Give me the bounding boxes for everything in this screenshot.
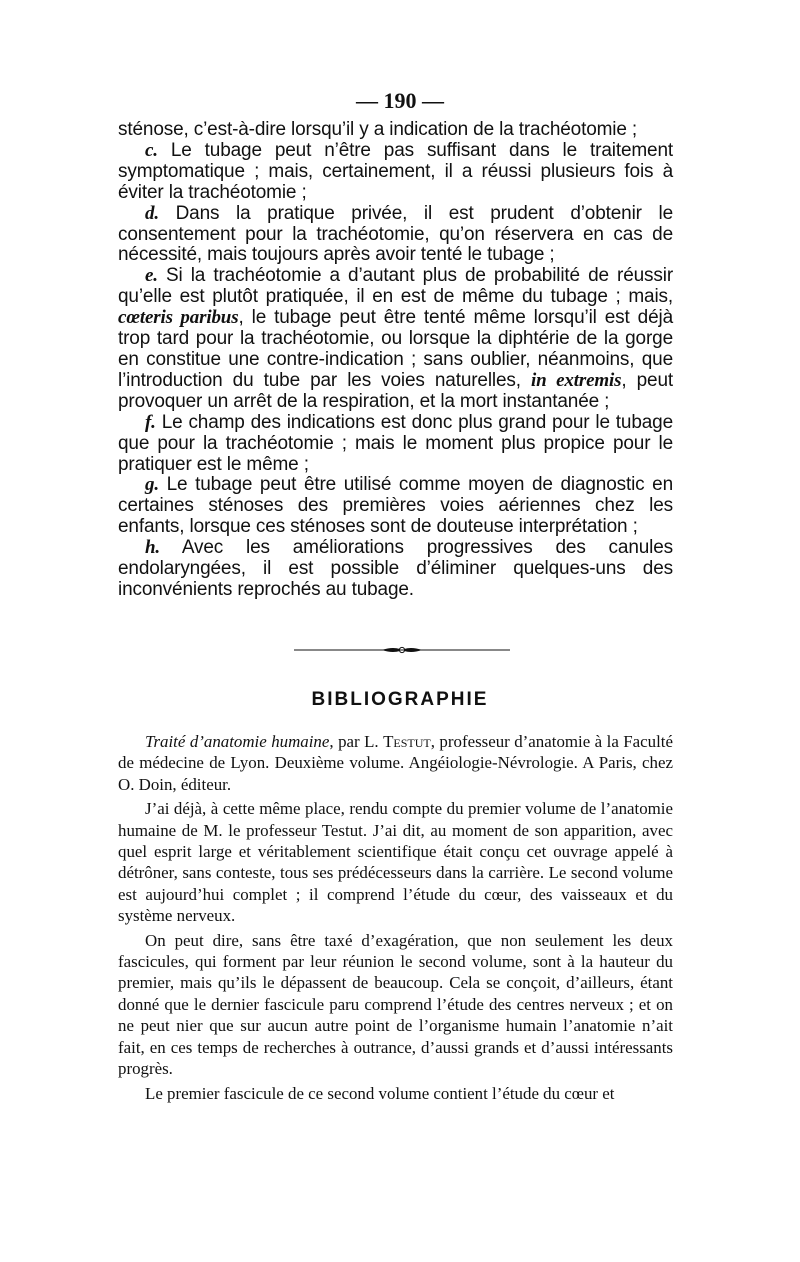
item-letter: c. [145,139,158,161]
latin-phrase: cœteris paribus [118,307,239,329]
latin-phrase: in extremis [530,369,622,391]
item-text: Avec les améliorations progressives des canules endolaryngées, il est possible d’éliminer quelques-uns des inconvénients reprochés au tubage. [118,537,673,600]
item-letter: g. [145,474,159,496]
item-text: , peut provoquer un arrêt de la respiration, et la mort instantanée ; [118,369,674,412]
list-item-e [118,266,673,412]
item-letter: e. [145,265,158,287]
item-text: Dans la pratique privée, il est prudent d’obtenir le consentement pour la trachéotomie, qu’on réservera en cas de nécessité, mais toujours après avoir tenté le tubage ; [118,202,673,266]
list-item-g [118,475,673,538]
citation: Traité d’anatomie humaine, par L. Testut, professeur d’anatomie à la Faculté de médecine de Lyon. Deuxième volume. Angéiologie-Névrologie. A Paris, chez O. Doin, éditeur. [118,732,673,794]
ornamental-divider [294,646,510,654]
review-paragraph: J’ai déjà, à cette même place, rendu compte du premier volume de l’anatomie humaine de M. le professeur Testut. J’ai dit, au moment de son apparition, avec quel esprit large et véritablement scientifique était conçu cet ouvrage appelé à détrôner, sans conteste, tous ses prédécesseurs dans la carrière. Le second volume est aujourd’hui complet ; il comprend l’étude du cœur, des vaisseaux et du système nerveux. [118,799,673,926]
item-text: Le tubage peut n’être pas suffisant dans le traitement symptomatique ; mais, certainement, il a réussi plusieurs fois à éviter la trachéotomie ; [118,139,673,203]
review-paragraph: Le premier fascicule de ce second volume contient l’étude du cœur et [145,1083,615,1103]
item-text: Le tubage peut être utilisé comme moyen de diagnostic en certaines sténoses des premières voies aériennes chez les enfants, lorsque ces sténoses sont de douteuse interprétation ; [118,474,673,538]
item-text: Le champ des indications est donc plus grand pour le tubage que pour la trachéotomie ; mais le moment plus propice pour le pratiquer est le même ; [118,411,673,475]
review-paragraph: On peut dire, sans être taxé d’exagération, que non seulement les deux fascicules, qui forment par leur réunion le second volume, sont à la hauteur du premier, mais qu’ils le dépassent de beaucoup. Cela se conçoit, d’ailleurs, étant donné que le dernier fascicule paru comprend l’étude des centres nerveux ; et on ne peut nier que sur aucun autre point de l’organisme humain l’anatomie n’ait fait, en ces temps de recherches à outrance, d’aussi grands et d’aussi intéressants progrès. [118,930,673,1079]
item-letter: f. [145,411,156,433]
page-number: — 190 — [356,88,444,113]
conclusions-list [118,120,673,601]
book-title: Traité d’anatomie humaine [145,732,330,751]
section-heading: BIBLIOGRAPHIE [311,689,489,710]
author-name: Testut [383,732,431,751]
item-text: , le tubage peut être tenté même lorsqu’il est déjà trop tard pour la trachéotomie, ou lorsque la diphtérie de la gorge en constitue une contre-indication ; sans oublier, néanmoins, que l’introduction du tube par les voies naturelles, [118,307,673,391]
item-letter: d. [145,202,159,224]
bibliography-review [118,731,673,1104]
list-item-c [118,141,673,204]
list-item-h [118,538,673,601]
list-item-intro: sténose, c’est-à-dire lorsqu’il y a indication de la trachéotomie ; [118,119,638,140]
list-item-f [118,413,673,476]
list-item-d [118,204,673,267]
item-text: Si la trachéotomie a d’autant plus de probabilité de réussir qu’elle est plutôt pratiquée, il en est de même du tubage ; mais, [118,265,673,308]
item-letter: h. [145,537,161,559]
